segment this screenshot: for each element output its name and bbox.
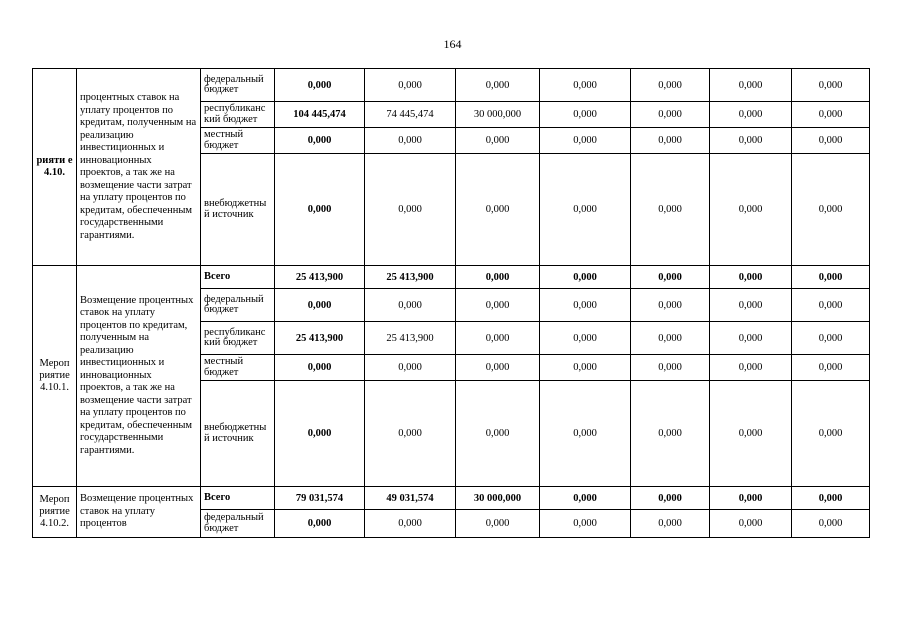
value-cell: 0,000: [456, 69, 540, 102]
total-cell: 0,000: [275, 510, 365, 538]
value-cell: 0,000: [792, 154, 870, 266]
value-cell: 0,000: [710, 487, 792, 510]
value-cell: 0,000: [710, 355, 792, 381]
funding-source: федеральный бюджет: [201, 289, 275, 322]
total-cell: 0,000: [275, 128, 365, 154]
table-row: [33, 487, 870, 510]
value-cell: 0,000: [631, 355, 710, 381]
funding-source: республиканс кий бюджет: [201, 322, 275, 355]
value-cell: 0,000: [792, 102, 870, 128]
value-cell: 0,000: [456, 266, 540, 289]
value-cell: 0,000: [792, 128, 870, 154]
value-cell: 0,000: [792, 289, 870, 322]
value-cell: 0,000: [365, 381, 456, 487]
value-cell: 0,000: [456, 322, 540, 355]
total-cell: 25 413,900: [275, 266, 365, 289]
value-cell: 0,000: [792, 487, 870, 510]
value-cell: 30 000,000: [456, 102, 540, 128]
value-cell: 0,000: [631, 487, 710, 510]
funding-source: Всего: [201, 266, 275, 289]
value-cell: 0,000: [456, 154, 540, 266]
funding-source: федеральный бюджет: [201, 69, 275, 102]
value-cell: 0,000: [792, 322, 870, 355]
value-cell: 0,000: [631, 102, 710, 128]
total-cell: 0,000: [275, 289, 365, 322]
page-number: 164: [443, 37, 462, 51]
value-cell: 0,000: [792, 381, 870, 487]
value-cell: 0,000: [365, 289, 456, 322]
value-cell: 0,000: [710, 322, 792, 355]
value-cell: 0,000: [710, 381, 792, 487]
value-cell: 74 445,474: [365, 102, 456, 128]
table-row: [33, 69, 870, 102]
value-cell: 0,000: [631, 128, 710, 154]
value-cell: 0,000: [792, 266, 870, 289]
value-cell: 0,000: [456, 381, 540, 487]
value-cell: 0,000: [631, 154, 710, 266]
total-cell: 25 413,900: [275, 322, 365, 355]
total-cell: 104 445,474: [275, 102, 365, 128]
event-description: процентных ставок на уплату процентов по кредитам, полученным на реализацию инвестиционных и инновационных проектов, а так же на возмещение части затрат на уплату процентов по кредитам, обеспеченным государственными гарантиями.: [77, 69, 201, 266]
value-cell: 0,000: [540, 128, 631, 154]
funding-source: местный бюджет: [201, 355, 275, 381]
value-cell: 0,000: [540, 102, 631, 128]
value-cell: 0,000: [631, 322, 710, 355]
event-description: Возмещение процентных ставок на уплату процентов: [77, 487, 201, 538]
value-cell: 0,000: [365, 355, 456, 381]
value-cell: 0,000: [456, 128, 540, 154]
value-cell: 0,000: [540, 355, 631, 381]
value-cell: 0,000: [710, 154, 792, 266]
value-cell: 0,000: [456, 510, 540, 538]
value-cell: 0,000: [540, 69, 631, 102]
value-cell: 0,000: [631, 381, 710, 487]
event-label: Мероп риятие 4.10.1.: [33, 266, 77, 487]
value-cell: 0,000: [710, 102, 792, 128]
value-cell: 0,000: [710, 289, 792, 322]
value-cell: 0,000: [365, 128, 456, 154]
budget-table: [32, 68, 870, 538]
funding-source: внебюджетны й источник: [201, 154, 275, 266]
value-cell: 0,000: [365, 154, 456, 266]
funding-source: местный бюджет: [201, 128, 275, 154]
value-cell: 49 031,574: [365, 487, 456, 510]
value-cell: 0,000: [631, 510, 710, 538]
value-cell: 0,000: [540, 381, 631, 487]
value-cell: 0,000: [631, 69, 710, 102]
value-cell: 0,000: [792, 510, 870, 538]
value-cell: 0,000: [631, 289, 710, 322]
value-cell: 0,000: [710, 128, 792, 154]
value-cell: 0,000: [710, 266, 792, 289]
total-cell: 0,000: [275, 381, 365, 487]
value-cell: 0,000: [365, 69, 456, 102]
value-cell: 0,000: [792, 355, 870, 381]
value-cell: 25 413,900: [365, 266, 456, 289]
value-cell: 0,000: [710, 510, 792, 538]
funding-source: федеральный бюджет: [201, 510, 275, 538]
total-cell: 0,000: [275, 154, 365, 266]
table-row: [33, 266, 870, 289]
event-label: Мероп риятие 4.10.2.: [33, 487, 77, 538]
value-cell: 25 413,900: [365, 322, 456, 355]
value-cell: 0,000: [456, 289, 540, 322]
total-cell: 79 031,574: [275, 487, 365, 510]
value-cell: 0,000: [631, 266, 710, 289]
value-cell: 0,000: [540, 510, 631, 538]
value-cell: 0,000: [540, 289, 631, 322]
event-label: рияти е 4.10.: [33, 69, 77, 266]
total-cell: 0,000: [275, 355, 365, 381]
event-description: Возмещение процентных ставок на уплату процентов по кредитам, полученным на реализацию инвестиционных и инновационных проектов, а так же на возмещение части затрат на уплату процентов по кредитам, обеспеченным государственными гарантиями.: [77, 266, 201, 487]
value-cell: 0,000: [540, 266, 631, 289]
funding-source: внебюджетны й источник: [201, 381, 275, 487]
total-cell: 0,000: [275, 69, 365, 102]
funding-source: Всего: [201, 487, 275, 510]
value-cell: 0,000: [540, 487, 631, 510]
funding-source: республиканс кий бюджет: [201, 102, 275, 128]
value-cell: 0,000: [540, 322, 631, 355]
value-cell: 30 000,000: [456, 487, 540, 510]
value-cell: 0,000: [540, 154, 631, 266]
value-cell: 0,000: [456, 355, 540, 381]
value-cell: 0,000: [710, 69, 792, 102]
value-cell: 0,000: [365, 510, 456, 538]
value-cell: 0,000: [792, 69, 870, 102]
